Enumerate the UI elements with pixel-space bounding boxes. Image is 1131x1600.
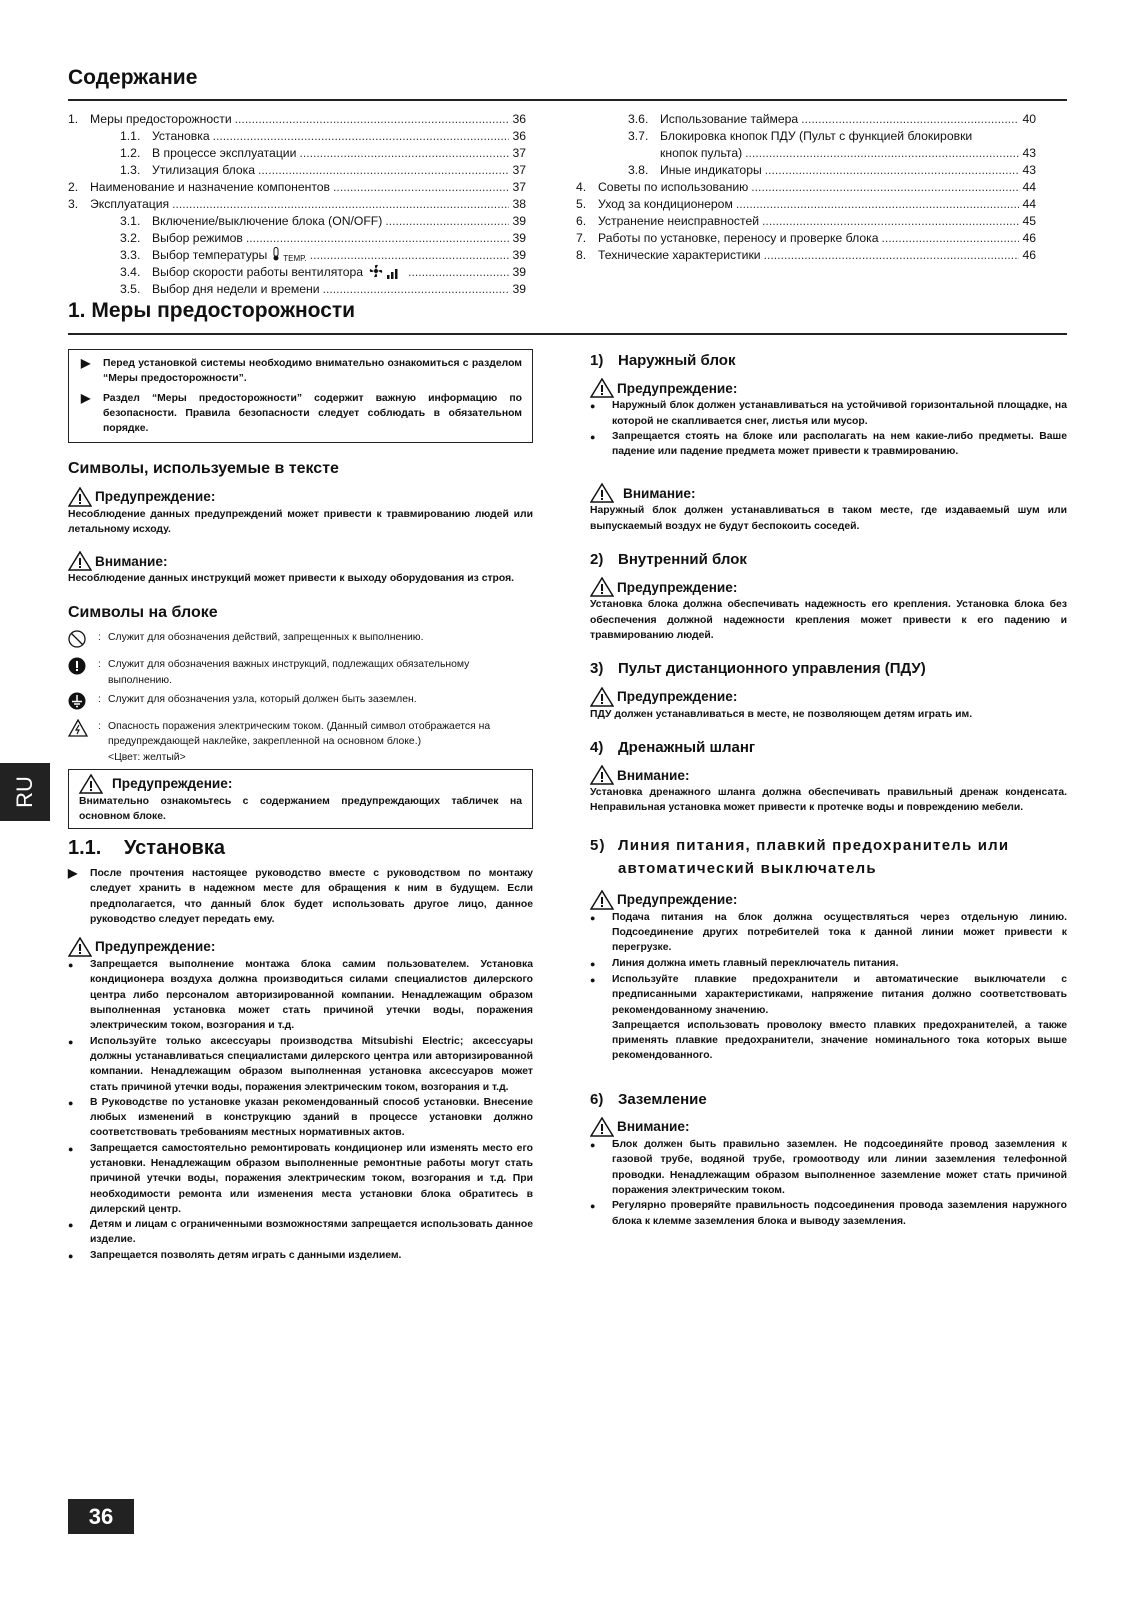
bullet-icon: ●	[590, 401, 596, 412]
toc-leader	[736, 196, 1020, 213]
toc-page: 46	[1022, 231, 1036, 245]
toc-leader	[333, 179, 509, 196]
toc-page: 37	[512, 180, 526, 194]
toc-title: Выбор скорости работы вентилятора	[152, 265, 364, 279]
warning-triangle-icon	[68, 487, 92, 507]
symbol-row: : Опасность поражения электрическим током. (Данный символ отображается на предупреждающей наклейке, закрепленной на основном блоке.) <Цвет: желтый>	[68, 719, 533, 765]
toc-number: 5.	[576, 197, 587, 211]
section-title: 1. Меры предосторожности	[68, 299, 356, 322]
toc-number: 3.	[68, 197, 79, 211]
caution-triangle-icon	[590, 1117, 614, 1137]
caution-label: Внимание:	[68, 551, 533, 571]
toc-page: 36	[512, 129, 526, 143]
toc-title: Работы по установке, переносу и проверке блока	[598, 231, 879, 245]
toc-page: 36	[512, 112, 526, 126]
list-item: ● Детям и лицам с ограниченными возможностями запрещается использовать данное изделие.	[68, 1217, 533, 1248]
toc-page: 39	[512, 231, 526, 245]
toc-leader	[213, 128, 510, 145]
ground-list	[590, 1137, 1067, 1229]
bullet-icon: ●	[68, 1097, 74, 1108]
toc-left	[68, 111, 526, 298]
caution-triangle-icon	[68, 551, 92, 571]
bullet-icon: ●	[68, 1250, 74, 1261]
toc-number: 3.2.	[120, 231, 141, 245]
toc-number: 3.3.	[120, 248, 141, 262]
sub11-intro: ▶ После прочтения настоящее руководство вместе с руководством по монтажу следует хранить в надежном месте для обращения к ним в будущем. Если предполагается, что данный блок будет использовать другое лицо, данное руководство следует передать ему.	[68, 866, 533, 927]
toc-title: Наименование и назначение компонентов	[90, 180, 331, 194]
toc-page: 43	[1022, 146, 1036, 160]
warning-triangle-icon	[68, 937, 92, 957]
intro-item: ▶ Раздел “Меры предосторожности” содержит важную информацию по безопасности. Правила безопасности следует соблюдать в обязательном порядке.	[81, 391, 522, 437]
toc-leader	[310, 247, 510, 264]
toc-leader	[762, 213, 1019, 230]
toc-number: 4.	[576, 180, 587, 194]
bullet-icon: ●	[68, 960, 74, 971]
toc-number: 3.4.	[120, 265, 141, 279]
toc-row[interactable]	[68, 213, 526, 230]
toc-page: 44	[1022, 180, 1036, 194]
electric-shock-icon	[68, 719, 88, 737]
toc-title: Технические характеристики	[598, 248, 761, 262]
left-column	[68, 349, 533, 1264]
toc-leader	[323, 281, 510, 298]
list-item: ● Используйте плавкие предохранители и автоматические выключатели с предписанными характеристиками, напряжение питания должно соответствовать рекомендованному значению.	[590, 972, 1067, 1018]
toc-number	[576, 145, 660, 162]
toc-title: Эксплуатация	[90, 197, 170, 211]
toc-leader	[246, 230, 510, 247]
toc-row[interactable]	[576, 145, 1036, 162]
toc-page: 46	[1022, 248, 1036, 262]
bullet-icon: ●	[590, 1201, 596, 1212]
toc-title: Использование таймера	[660, 112, 799, 126]
toc-number: 1.1.	[120, 129, 141, 143]
list-item: ● В Руководстве по установке указан рекомендованный способ установки. Внесение любых изменений в конструкцию зданий в процессе установки должно соответствовать требованиям местных нормативных актов.	[68, 1095, 533, 1141]
warning-triangle-icon	[590, 890, 614, 910]
toc-number: 3.6.	[628, 112, 649, 126]
toc-number: 3.1.	[120, 214, 141, 228]
toc-row[interactable]	[68, 179, 526, 196]
toc-title: Выбор режимов	[152, 231, 243, 245]
right-section-title: 3) Пульт дистанционного управления (ПДУ)	[590, 660, 926, 678]
toc-title: Уход за кондиционером	[598, 197, 733, 211]
intro-box	[68, 349, 533, 443]
list-item: ● Подача питания на блок должна осуществляться через отдельную линию. Подсоединение других потребителей тока к данной линии может привести к перегрузке.	[590, 910, 1067, 956]
temp-label: TEMP.	[283, 254, 307, 263]
triangle-bullet-icon: ▶	[81, 390, 91, 405]
list-item: ● Запрещается выполнение монтажа блока самим пользователем. Установка кондиционера воздуха должна производиться силами специалистов дилерского центра либо персоналом авторизированной компании. Ненадлежащим образом выполненная установка может стать причиной утечки воды, поражения электрическим током, возгорания и т.д.	[68, 957, 533, 1033]
page-number: 36	[68, 1499, 134, 1534]
toc-page: 39	[512, 248, 526, 262]
list-item: ● Запрещается самостоятельно ремонтировать кондиционер или изменять место его установки. Ненадлежащим образом выполненные ремонтные работы могут стать причиной утечки воды, поражения электрическим током, возгорания и т.д. При необходимости ремонта или изменения места установки блока обратитесь в дилерский центр.	[68, 1141, 533, 1217]
toc-row[interactable]	[68, 145, 526, 162]
bullet-icon: ●	[590, 1140, 596, 1151]
toc-page: 45	[1022, 214, 1036, 228]
toc-number: 2.	[68, 180, 79, 194]
triangle-bullet-icon: ▶	[81, 356, 91, 370]
toc-title: Устранение неисправностей	[598, 214, 760, 228]
toc-title: Меры предосторожности	[90, 112, 232, 126]
toc-right	[576, 111, 1036, 264]
warning-triangle-icon	[590, 577, 614, 597]
bullet-icon: ●	[68, 1036, 74, 1047]
list-item: ● Используйте только аксессуары производства Mitsubishi Electric; аксессуары должны устанавливаться специалистами дилерского центра или авторизированной компании. Ненадлежащим образом выполненная установка аксессуаров может стать причиной утечки воды, поражения электрическим током, возгорания и т.д.	[68, 1034, 533, 1095]
toc-row[interactable]	[68, 196, 526, 213]
toc-leader	[801, 111, 1019, 128]
toc-row[interactable]	[576, 196, 1036, 213]
toc-row[interactable]	[576, 179, 1036, 196]
right-section-title: 2) Внутренний блок	[590, 551, 747, 569]
symbol-row: : Служит для обозначения важных инструкций, подлежащих обязательному выполнению.	[68, 657, 533, 688]
toc-row[interactable]	[68, 264, 526, 281]
toc-leader	[235, 111, 510, 128]
toc-number: 3.7.	[628, 129, 649, 143]
toc-number: 6.	[576, 214, 587, 228]
toc-title: Советы по использованию	[598, 180, 749, 194]
toc-number: 7.	[576, 231, 587, 245]
toc-row[interactable]	[68, 281, 526, 298]
toc-title: Включение/выключение блока (ON/OFF)	[152, 214, 383, 228]
caution-text: Несоблюдение данных инструкций может привести к выходу оборудования из строя.	[68, 573, 515, 585]
toc-row[interactable]	[576, 247, 1036, 264]
bullet-icon: ●	[590, 974, 596, 985]
warning-label: Предупреждение:	[590, 378, 1067, 398]
bullet-icon: ●	[590, 958, 596, 969]
sub11-list	[68, 957, 533, 1264]
warning-triangle-icon	[590, 687, 614, 707]
toc-row[interactable]	[576, 162, 1036, 179]
power-list	[590, 910, 1067, 1018]
toc-row[interactable]	[576, 128, 1036, 145]
toc-title: Блокировка кнопок ПДУ (Пульт с функцией блокировки	[660, 129, 973, 143]
symbol-row: : Служит для обозначения действий, запрещенных к выполнению.	[68, 630, 533, 653]
prohibited-icon	[68, 630, 86, 648]
toc-leader	[882, 230, 1020, 247]
caution-label: Внимание:	[590, 765, 1067, 785]
toc-page: 39	[512, 214, 526, 228]
caution-label: Внимание:	[590, 1117, 1067, 1137]
toc-leader	[408, 264, 509, 281]
toc-leader	[385, 213, 509, 230]
list-item: ● Наружный блок должен устанавливаться на устойчивой горизонтальной площадке, на которой не скапливается снег, листья или мусор.	[590, 398, 1067, 429]
toc-row[interactable]	[68, 111, 526, 128]
warning-label: Предупреждение:	[68, 937, 533, 957]
toc-row[interactable]	[576, 213, 1036, 230]
toc-row[interactable]	[68, 230, 526, 247]
toc-page: 44	[1022, 197, 1036, 211]
toc-number: 1.2.	[120, 146, 141, 160]
toc-leader	[258, 162, 509, 179]
toc-title: Выбор дня недели и времени	[152, 282, 320, 296]
ground-icon	[68, 692, 86, 710]
bullet-icon: ●	[68, 1143, 74, 1154]
bullet-icon: ●	[68, 1220, 74, 1231]
warning-text: Несоблюдение данных предупреждений может привести к травмированию людей или летальному исходу.	[68, 508, 533, 536]
right-section-title: 6) Заземление	[590, 1090, 707, 1108]
toc-title: Иные индикаторы	[660, 163, 762, 177]
toc-title: В процессе эксплуатации	[152, 146, 297, 160]
symbols-text-title: Символы, используемые в тексте	[68, 460, 339, 478]
bullet-icon: ●	[590, 431, 596, 442]
triangle-bullet-icon: ▶	[68, 865, 78, 880]
list-item: ● Регулярно проверяйте правильность подсоединения провода заземления наружного блока к клемме заземления блока и выводу заземления.	[590, 1198, 1067, 1229]
warning-triangle-icon	[590, 378, 614, 398]
contents-title: Содержание	[68, 66, 198, 89]
toc-number: 1.	[68, 112, 79, 126]
list-item: ● Линия должна иметь главный переключатель питания.	[590, 956, 1067, 972]
toc-page: 39	[512, 265, 526, 279]
warning-label: Предупреждение:	[590, 577, 1067, 597]
language-tab: RU	[0, 763, 50, 821]
toc-number: 1.3.	[120, 163, 141, 177]
outdoor-list	[590, 398, 1067, 459]
toc-number: 3.8.	[628, 163, 649, 177]
toc-leader	[745, 145, 1019, 162]
list-item: ● Запрещается позволять детям играть с данными изделием.	[68, 1248, 533, 1264]
toc-row[interactable]	[576, 230, 1036, 247]
caution-triangle-icon	[590, 483, 614, 503]
symbol-row: : Служит для обозначения узла, который должен быть заземлен.	[68, 692, 533, 715]
mandatory-icon	[68, 657, 86, 675]
right-section-title: 5) Линия питания, плавкий предохранитель или автоматический выключатель	[590, 836, 1010, 877]
toc-page: 39	[512, 282, 526, 296]
bullet-icon: ●	[590, 912, 596, 923]
toc-leader	[764, 247, 1020, 264]
toc-title: Установка	[152, 129, 210, 143]
warning-triangle-icon	[79, 774, 103, 794]
toc-number: 3.5.	[120, 282, 141, 296]
toc-page: 43	[1022, 163, 1036, 177]
toc-page: 37	[512, 146, 526, 160]
right-section-title: 1) Наружный блок	[590, 352, 736, 369]
intro-item: ▶ Перед установкой системы необходимо внимательно ознакомиться с разделом “Меры предосторожности”.	[81, 356, 522, 387]
caution-triangle-icon	[590, 765, 614, 785]
toc-row[interactable]	[68, 247, 526, 264]
list-item: ● Запрещается стоять на блоке или располагать на нем какие-либо предметы. Ваше падение или падение предмета может привести к травмированию.	[590, 429, 1067, 460]
toc-leader	[751, 179, 1019, 196]
toc-number: 8.	[576, 248, 587, 262]
toc-leader	[765, 162, 1020, 179]
toc-row[interactable]	[68, 128, 526, 145]
subsection-title: 1.1. Установка	[68, 836, 225, 859]
warning-label: Предупреждение:	[68, 487, 533, 507]
list-item: ● Блок должен быть правильно заземлен. Не подсоединяйте провод заземления к газовой трубе, водяной трубе, громоотводу или линии заземления телефонной проводки. Ненадлежащим образом выполненное заземление может стать причиной поражения электрическим током.	[590, 1137, 1067, 1198]
toc-leader	[299, 145, 509, 162]
unit-warning-box: Предупреждение: Внимательно ознакомьтесь с содержанием предупреждающих табличек на основном блоке.	[68, 769, 533, 829]
caution-label: Внимание:	[590, 483, 1067, 503]
toc-row[interactable]	[68, 162, 526, 179]
toc-leader	[975, 128, 1033, 145]
thermometer-icon	[271, 247, 281, 264]
toc-page: 38	[512, 197, 526, 211]
fan-speed-icon	[369, 264, 403, 281]
toc-title: Утилизация блока	[152, 163, 256, 177]
warning-label: Предупреждение:	[590, 890, 1067, 910]
toc-title: кнопок пульта)	[660, 146, 743, 160]
contents-rule	[68, 99, 1067, 101]
toc-leader	[172, 196, 509, 213]
symbols-unit-title: Символы на блоке	[68, 603, 218, 621]
toc-page: 37	[512, 163, 526, 177]
toc-row[interactable]	[576, 111, 1036, 128]
toc-page: 40	[1022, 112, 1036, 126]
warning-label: Предупреждение:	[590, 687, 1067, 707]
right-section-title: 4) Дренажный шланг	[590, 738, 756, 756]
right-column: 1) Наружный блок Предупреждение: ● Наружный блок должен устанавливаться на устойчивой горизонтальной площадке, на которой не скапливается снег, листья или мусор. ● Запрещается стоять на блоке или располагать на нем какие-либо предметы. Ваше падение или падение предмета может привести к травмированию. Внимание: Наружный блок должен устанавливаться в таком месте, где издаваемый шум или выпускаемый воздух не будут беспокоить соседей. 2) Внутренний блок Предупреждение: Установка блока должна обеспечивать надежность его крепления. Установка блока без обеспечения должной надежности крепления может привести к его падению и травмированию людей. 3) Пульт дистанционного управления (ПДУ) Предупреждение: ПДУ должен устанавливаться в месте, не позволяющем детям играть им. 4) Дренажный шланг Внимание: Установка дренажного шланга должна обеспечивать правильный дренаж конденсата. Неправильная установка может привести к протечке воды и повреждению мебели. 5) Линия питания, плавкий предохранитель или автоматический выключатель Предупреждение: ● Подача питания на блок должна осуществляться через отдельную линию. Подсоединение других потребителей тока к данной линии может привести к перегрузке. ● Линия должна иметь главный переключатель питания. ● Используйте плавкие предохранители и автоматические выключатели с предписанными характеристиками, напряжение питания должно соответствовать рекомендованному значению. Запрещается использовать проволоку вместо плавких предохранителей, а также применять плавкие предохранители, значение номинального тока которых выше рекомендованного. 6) Заземление Внимание: ● Блок должен быть правильно заземлен. Не подсоединяйте провод заземления к газовой трубе, водяной трубе, громоотводу или линии заземления телефонной проводки. Ненадлежащим образом выполненное заземление может стать причиной поражения электрическим током. ● Регулярно проверяйте правильность подсоединения провода заземления наружного блока к клемме заземления блока и выводу заземления.	[590, 335, 1067, 1229]
toc-title: Выбор температуры	[152, 248, 268, 262]
